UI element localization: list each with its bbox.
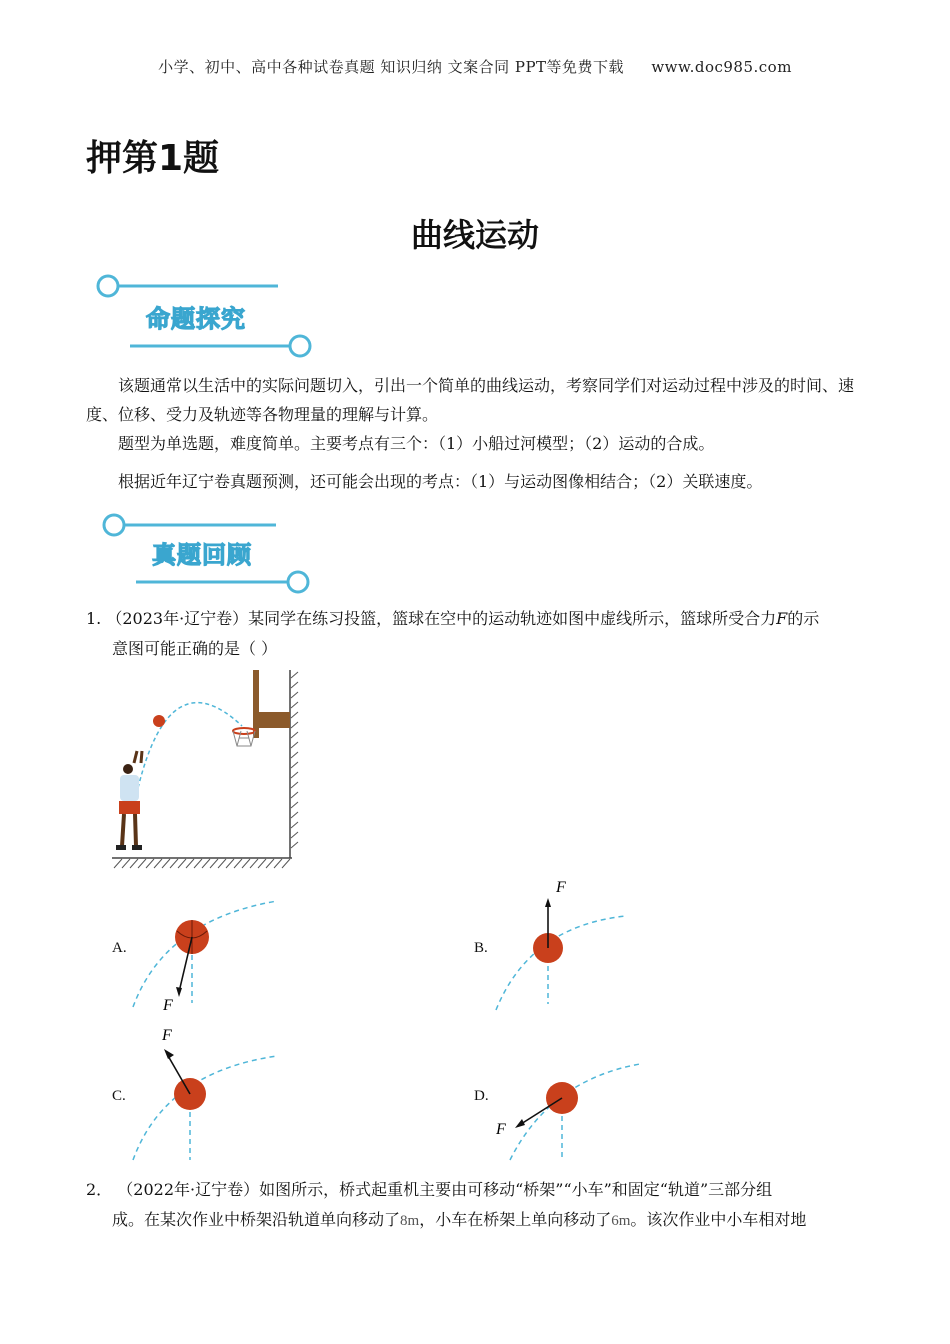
trajectory-curve	[510, 1064, 640, 1160]
badge-circle-icon	[104, 515, 124, 535]
question-number: 1.	[86, 609, 102, 628]
force-label: F	[556, 879, 566, 896]
header-url[interactable]: www.doc985.com	[651, 58, 792, 76]
distance-trolley: 6m	[611, 1213, 631, 1229]
force-label: F	[496, 1121, 506, 1138]
question-number: 2．	[86, 1180, 113, 1199]
question-1: 1. （2023年·辽宁卷）某同学在练习投篮，篮球在空中的运动轨迹如图中虚线所示，篮球所受合力F的示	[86, 609, 820, 628]
paragraph-type: 题型为单选题，难度简单。主要考点有三个：（1）小船过河模型；（2）运动的合成。	[118, 434, 715, 453]
force-symbol: F	[776, 609, 788, 628]
option-a-label[interactable]: A.	[112, 940, 127, 956]
paragraph-forecast: 根据近年辽宁卷真题预测，还可能会出现的考点：（1）与运动图像相结合；（2）关联速度。	[118, 472, 763, 491]
section-badge-proposition	[90, 268, 320, 363]
backboard	[253, 670, 259, 738]
hoop-rim	[233, 728, 255, 734]
question-2-line2: 成。在某次作业中桥架沿轨道单向移动了8m，小车在桥架上单向移动了6m。该次作业中小车相对地	[112, 1210, 807, 1229]
force-label: F	[163, 997, 173, 1014]
player-figure	[116, 751, 142, 850]
badge-circle-icon	[290, 336, 310, 356]
basketball	[153, 715, 165, 727]
page-header	[0, 56, 950, 77]
option-c-diagram[interactable]	[125, 1022, 285, 1164]
option-b-diagram[interactable]	[490, 876, 640, 1016]
option-b-label[interactable]: B.	[474, 940, 488, 956]
question-2-line1: （2022年·辽宁卷）如图所示，桥式起重机主要由可移动“桥架”“小车”和固定“轨道”三部分组	[117, 1180, 773, 1199]
backboard-bracket	[256, 712, 290, 728]
force-label: F	[162, 1027, 172, 1044]
question-2	[86, 1175, 876, 1204]
badge-circle-icon	[288, 572, 308, 592]
badge-label: 命题探究	[146, 305, 246, 333]
page-subtitle: 曲线运动	[410, 216, 539, 254]
trajectory-curve	[133, 1056, 277, 1160]
paragraph-intro: 该题通常以生活中的实际问题切入，引出一个简单的曲线运动，考察同学们对运动过程中涉及的时间、速度、位移、受力及轨迹等各物理量的理解与计算。	[86, 376, 855, 424]
header-text: 小学、初中、高中各种试卷真题 知识归纳 文案合同 PPT等免费下载	[158, 58, 625, 76]
option-d-diagram[interactable]	[490, 1060, 645, 1164]
badge-circle-icon	[98, 276, 118, 296]
page-title: 押第1题	[86, 138, 220, 179]
ball-trajectory	[138, 703, 242, 788]
badge-label: 真题回顾	[152, 541, 252, 569]
question-1-line2: 意图可能正确的是（ ）	[112, 639, 278, 658]
option-d-label[interactable]: D.	[474, 1088, 489, 1104]
question-1-line1: （2023年·辽宁卷）某同学在练习投篮，篮球在空中的运动轨迹如图中虚线所示，篮球所受合力	[106, 609, 777, 628]
section-badge-review	[96, 507, 326, 602]
distance-bridge: 8m	[400, 1213, 420, 1229]
trajectory-curve	[496, 916, 626, 1010]
basketball-scene-figure	[110, 668, 300, 873]
option-a-diagram[interactable]	[125, 895, 285, 1025]
option-c-label[interactable]: C.	[112, 1088, 126, 1104]
trajectory-curve	[133, 901, 277, 1007]
